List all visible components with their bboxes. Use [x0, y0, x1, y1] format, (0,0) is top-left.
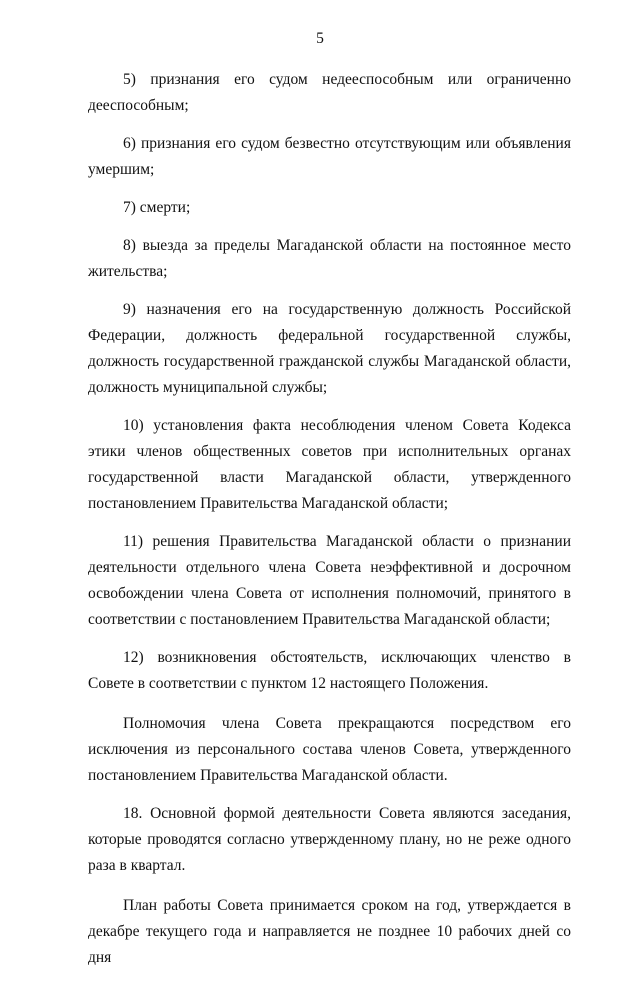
- paragraph-section-18: 18. Основной формой деятельности Совета являются заседания, которые проводятся согласно утвержденному плану, но не реже одного раза в квартал.: [88, 805, 571, 874]
- paragraph-item-12: 12) возникновения обстоятельств, исключающих членство в Совете в соответствии с пунктом 12 настоящего Положения.: [88, 649, 571, 692]
- document-body: [88, 67, 571, 983]
- paragraph-termination: Полномочия члена Совета прекращаются посредством его исключения из персонального состава членов Совета, утвержденного постановлением Правительства Магаданской области.: [88, 715, 571, 784]
- paragraph-item-7: 7) смерти;: [123, 199, 191, 216]
- paragraph-work-plan: План работы Совета принимается сроком на год, утверждается в декабре текущего года и направляется не позднее 10 рабочих дней со дня: [88, 897, 571, 966]
- paragraph-item-9: 9) назначения его на государственную должность Российской Федерации, должность федеральной государственной службы, должность государственной гражданской службы Магаданской области, должность муниципальной службы;: [88, 301, 571, 396]
- paragraph-item-8: 8) выезда за пределы Магаданской области на постоянное место жительства;: [88, 237, 571, 280]
- paragraph-item-10: 10) установления факта несоблюдения членом Совета Кодекса этики членов общественных советов при исполнительных органах государственной власти Магаданской области, утвержденного постановлением Правительства Магаданской области;: [88, 417, 571, 512]
- paragraph-item-6: 6) признания его судом безвестно отсутствующим или объявления умершим;: [88, 135, 571, 178]
- paragraph-item-11: 11) решения Правительства Магаданской области о признании деятельности отдельного члена Совета неэффективной и досрочном освобождении члена Совета от исполнения полномочий, принятого в соответствии с постановлением Правительства Магаданской области;: [88, 533, 571, 628]
- paragraph-item-5: 5) признания его судом недееспособным или ограниченно дееспособным;: [88, 71, 571, 114]
- page-number: 5: [316, 30, 324, 47]
